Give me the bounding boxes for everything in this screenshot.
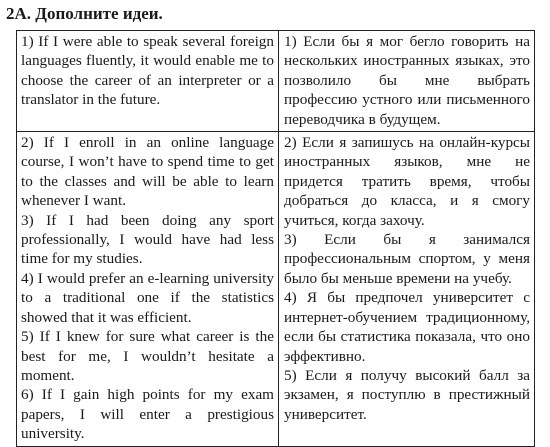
russian-sentence: 3) Если бы я занимался профессиональным спортом, у меня было бы меньше времени на учебу. xyxy=(284,231,530,287)
english-sentence: 6) If I gain high points for my exam papers, I will enter a prestigious university. xyxy=(21,386,274,443)
ideas-table xyxy=(16,30,535,447)
russian-sentence: 5) Если я получу высокий балл за экзамен, я поступлю в престижный университет. xyxy=(284,366,530,423)
english-cell xyxy=(17,31,279,132)
english-sentence: 2) If I enroll in an online language course, I won’t have to spend time to get to the classes and will be able to learn whenever I want. xyxy=(21,134,274,210)
russian-sentence: 2) Если я запишусь на онлайн-курсы иностранных языков, мне не придется тратить время, чтобы добраться до класса, и я смогу учиться, когда захочу. xyxy=(284,134,530,229)
english-sentence: 5) If I knew for sure what career is the best for me, I wouldn’t hesitate a moment. xyxy=(21,328,274,384)
table-row xyxy=(17,132,535,447)
russian-cell xyxy=(279,31,535,132)
russian-sentence: 4) Я бы предпочел университет с интернет-обучением традиционному, если бы статистика показала, что оно эффективно. xyxy=(284,289,530,365)
table-row xyxy=(17,31,535,132)
english-sentence: 1) If I were able to speak several foreign languages fluently, it would enable me to choose the career of an interpreter or a translator in the future. xyxy=(21,33,274,109)
english-sentence: 4) I would prefer an e-learning university to a traditional one if the statistics showed that it was efficient. xyxy=(21,269,274,326)
english-sentence: 3) If I had been doing any sport professionally, I would have had less time for my studies. xyxy=(21,211,274,268)
russian-cell xyxy=(279,132,535,447)
english-cell xyxy=(17,132,279,447)
exercise-heading: 2A. Дополните идеи. xyxy=(6,4,163,23)
russian-sentence: 1) Если бы я мог бегло говорить на нескольких иностранных языках, это позволило бы мне выбрать профессию устного или письменного переводчика в будущем. xyxy=(284,33,530,128)
